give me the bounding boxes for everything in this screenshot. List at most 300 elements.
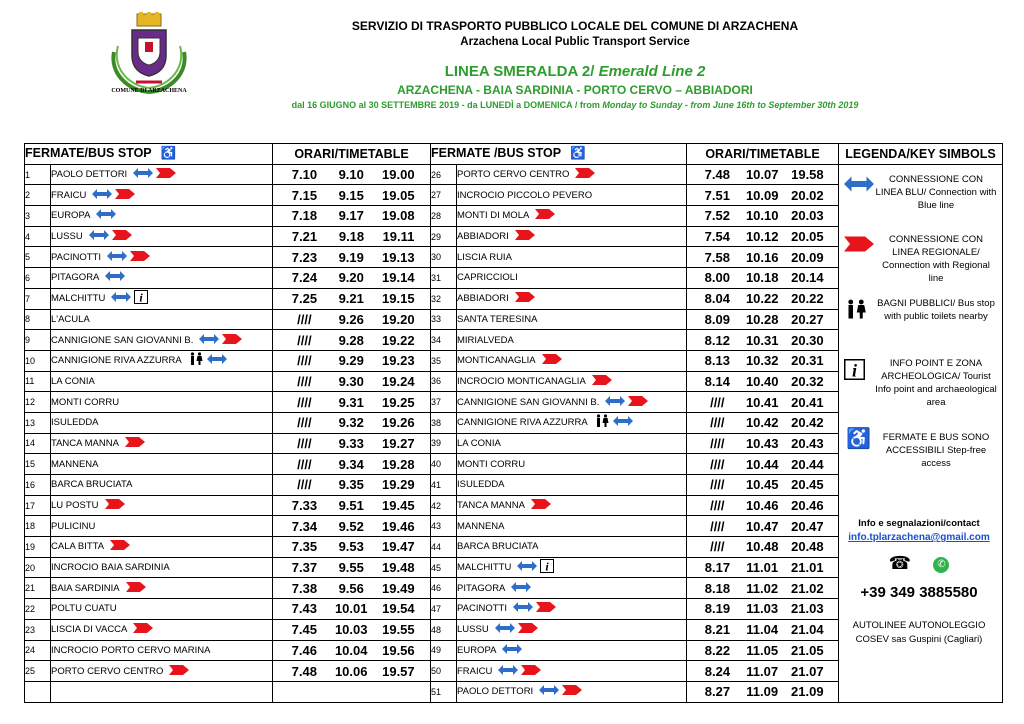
stop-name: ISULEDDA	[51, 417, 99, 429]
stop-times	[273, 516, 431, 537]
telephone-icon: ☎	[888, 553, 911, 573]
accessible-icon: ♿	[570, 146, 586, 161]
time-run-2: 10.41	[745, 394, 779, 410]
stop-times	[687, 537, 839, 558]
time-run-1: 8.19	[704, 601, 731, 617]
stop-times	[687, 206, 839, 227]
stop-icons	[133, 622, 156, 637]
time-run-1: 7.43	[291, 601, 317, 617]
stop-times	[687, 412, 839, 433]
stop-number: 32	[431, 288, 457, 309]
stop-icons	[110, 539, 133, 554]
stop-name-cell	[51, 516, 273, 537]
stop-number: 34	[431, 330, 457, 351]
stop-name-cell	[51, 330, 273, 351]
time-run-2: 10.12	[745, 229, 779, 245]
red-arrow-icon	[844, 235, 874, 257]
stop-times	[273, 206, 431, 227]
regional-line-arrow-icon	[536, 601, 556, 616]
svg-text:i: i	[545, 559, 550, 574]
stop-icons	[92, 188, 138, 203]
legend-red: CONNESSIONE CON LINEA REGIONALE/ Connection with Regional line	[840, 233, 998, 285]
time-run-1: ////	[297, 435, 312, 451]
contact-panel	[840, 518, 998, 647]
time-run-3: 21.07	[791, 663, 824, 679]
stop-number: 40	[431, 454, 457, 475]
time-run-1: 7.24	[291, 270, 318, 286]
stop-name: PACINOTTI	[457, 603, 507, 615]
time-run-2: 9.15	[338, 187, 364, 203]
contact-label: Info e segnalazioni/contact	[858, 518, 980, 529]
stop-number: 29	[431, 226, 457, 247]
stop-number: 46	[431, 578, 457, 599]
time-run-3: 19.00	[382, 167, 415, 183]
time-run-1: 7.58	[704, 249, 730, 265]
time-run-1: 7.37	[291, 560, 318, 576]
regional-line-arrow-icon	[110, 539, 130, 554]
regional-line-arrow-icon	[592, 374, 612, 389]
time-run-3: 19.45	[382, 498, 415, 514]
stop-number: 9	[25, 330, 51, 351]
stop-icons	[89, 229, 135, 244]
stop-number: 26	[431, 164, 457, 185]
blue-line-arrow-icon	[105, 270, 125, 285]
stop-number: 27	[431, 185, 457, 206]
time-run-2: 10.45	[745, 477, 779, 493]
stop-times	[687, 475, 839, 496]
time-run-3: 21.05	[791, 642, 824, 658]
stop-name-cell	[51, 537, 273, 558]
stop-name: CALA BITTA	[51, 541, 105, 553]
stop-number: 42	[431, 495, 457, 516]
regional-line-arrow-icon	[515, 229, 535, 244]
time-run-1: ////	[297, 456, 312, 472]
stop-icons	[517, 559, 557, 576]
route-title: ARZACHENA - BAIA SARDINIA - PORTO CERVO – ABBIADORI	[397, 83, 753, 97]
time-run-2: 10.31	[745, 332, 779, 348]
blue-line-arrow-icon	[605, 395, 625, 410]
stop-name-cell	[51, 557, 273, 578]
time-run-2: 10.43	[745, 435, 779, 451]
time-run-1: 7.25	[291, 291, 318, 307]
time-run-3: 21.03	[791, 601, 824, 617]
stop-name: PORTO CERVO CENTRO	[457, 169, 570, 181]
time-run-2: 10.44	[745, 456, 779, 472]
stop-name-cell	[457, 495, 687, 516]
time-run-2: 10.42	[745, 415, 779, 431]
stop-times	[273, 433, 431, 454]
time-run-1: 7.10	[291, 167, 318, 183]
stop-times	[273, 164, 431, 185]
time-run-2: 10.46	[745, 498, 779, 514]
time-run-1: 8.24	[704, 663, 731, 679]
stop-name: MIRIALVEDA	[457, 334, 514, 346]
time-run-2: 10.16	[745, 249, 779, 265]
time-run-3: 21.04	[791, 622, 824, 638]
stop-icons	[513, 601, 559, 616]
stop-icons	[542, 353, 565, 368]
blue-line-arrow-icon	[613, 415, 633, 430]
stop-times	[273, 185, 431, 206]
time-run-3: 20.09	[791, 249, 824, 265]
stop-name: FRAICU	[51, 189, 87, 201]
regional-line-arrow-icon	[222, 333, 242, 348]
time-run-2: 10.47	[745, 518, 779, 534]
time-run-3: 20.14	[791, 270, 824, 286]
time-run-3: 20.43	[791, 435, 824, 451]
time-run-2: 9.28	[338, 332, 364, 348]
stop-icons	[594, 414, 636, 431]
stop-name-cell	[457, 578, 687, 599]
time-run-1: 7.38	[291, 580, 318, 596]
time-run-2: 10.48	[745, 539, 779, 555]
stop-number: 50	[431, 661, 457, 682]
toilets-icon	[594, 414, 610, 431]
time-run-3: 19.49	[382, 580, 415, 596]
blue-line-arrow-icon	[89, 229, 109, 244]
stop-name: PAOLO DETTORI	[457, 686, 534, 698]
time-run-1: 7.35	[291, 539, 318, 555]
timetable-header-right: ORARI/TIMETABLE	[687, 144, 839, 165]
stop-number: 45	[431, 557, 457, 578]
stop-name-cell	[51, 495, 273, 516]
stop-times	[273, 454, 431, 475]
stop-name: MONTI DI MOLA	[457, 210, 530, 222]
line-title: LINEA SMERALDA 2/ Emerald Line 2	[444, 63, 706, 80]
time-run-1: ////	[297, 373, 312, 389]
validity-dates: dal 16 GIUGNO al 30 SETTEMBRE 2019 - da LUNEDÌ a DOMENICA / from Monday to Sunday - from June 16th to September 30th 2019	[291, 100, 859, 110]
phone-icons	[840, 553, 998, 574]
stop-number: 5	[25, 247, 51, 268]
time-run-1: ////	[710, 539, 725, 555]
stop-name: EUROPA	[51, 210, 91, 222]
regional-line-arrow-icon	[515, 291, 535, 306]
timetable-header-left: ORARI/TIMETABLE	[273, 144, 431, 165]
blue-line-arrow-icon	[513, 601, 533, 616]
stop-header-left: FERMATE/BUS STOP ♿	[25, 144, 273, 165]
stop-name: MONTI CORRU	[457, 458, 526, 470]
time-run-3: 19.22	[382, 332, 415, 348]
stop-times	[687, 350, 839, 371]
stop-icons	[105, 498, 128, 513]
time-run-1: ////	[710, 415, 725, 431]
time-run-2: 9.51	[338, 498, 364, 514]
blue-line-arrow-icon	[495, 622, 515, 637]
time-run-1: ////	[710, 394, 725, 410]
time-run-2: 9.21	[338, 291, 364, 307]
stop-name: ABBIADORI	[457, 293, 509, 305]
time-run-1: ////	[297, 353, 312, 369]
time-run-2: 9.26	[338, 311, 364, 327]
time-run-2: 9.53	[338, 539, 364, 555]
stop-times	[687, 516, 839, 537]
time-run-2: 11.02	[746, 580, 779, 596]
time-run-2: 9.33	[338, 435, 364, 451]
stop-times	[687, 619, 839, 640]
stop-name-cell	[457, 619, 687, 640]
stop-times	[273, 640, 431, 661]
accessible-icon: ♿	[160, 146, 177, 161]
time-run-3: 19.14	[382, 270, 415, 286]
time-run-1: 8.14	[704, 373, 730, 389]
blue-line-arrow-icon	[96, 208, 116, 223]
stop-number: 16	[25, 475, 51, 496]
stop-name: INCROCIO PORTO CERVO MARINA	[51, 644, 211, 656]
stop-name-cell	[51, 371, 273, 392]
time-run-3: 19.57	[382, 663, 415, 679]
blue-line-arrow-icon	[539, 684, 559, 699]
stop-number: 7	[25, 288, 51, 309]
stop-name-cell	[51, 412, 273, 433]
regional-line-arrow-icon	[125, 436, 145, 451]
time-run-1: ////	[710, 498, 725, 514]
stop-name-cell	[457, 288, 687, 309]
time-run-2: 10.03	[334, 622, 368, 638]
time-run-1: 8.18	[704, 580, 731, 596]
time-run-2: 9.31	[338, 394, 364, 410]
stop-times	[687, 247, 839, 268]
stop-number: 20	[25, 557, 51, 578]
time-run-2: 10.40	[745, 373, 779, 389]
time-run-2: 9.17	[338, 208, 364, 224]
time-run-2: 9.19	[338, 249, 364, 265]
stop-number: 3	[25, 206, 51, 227]
stop-times	[273, 288, 431, 309]
time-run-1: 7.15	[291, 187, 318, 203]
time-run-2: 10.18	[745, 270, 779, 286]
stop-times	[273, 226, 431, 247]
time-run-2: 9.52	[338, 518, 364, 534]
stop-name: BARCA BRUCIATA	[51, 479, 133, 491]
stop-number: 15	[25, 454, 51, 475]
stop-times	[687, 268, 839, 289]
regional-line-arrow-icon	[112, 229, 132, 244]
regional-line-arrow-icon	[156, 167, 176, 182]
stop-name: MALCHITTU	[457, 562, 512, 574]
stop-number: 22	[25, 599, 51, 620]
time-run-3: 20.48	[791, 539, 824, 555]
time-run-1: 8.00	[704, 270, 730, 286]
time-run-2: 11.07	[746, 663, 779, 679]
stop-times	[687, 433, 839, 454]
stop-name: INCROCIO PICCOLO PEVERO	[457, 189, 593, 201]
stop-times	[687, 557, 839, 578]
service-title-it: SERVIZIO DI TRASPORTO PUBBLICO LOCALE DEL COMUNE DI ARZACHENA	[351, 19, 799, 33]
time-run-2: 10.06	[334, 663, 368, 679]
stop-name-cell	[51, 454, 273, 475]
stop-name-cell	[457, 185, 687, 206]
stop-icons	[539, 684, 585, 699]
stop-number: 28	[431, 206, 457, 227]
stop-times	[273, 309, 431, 330]
stop-name-cell	[457, 599, 687, 620]
stop-icons	[531, 498, 554, 513]
time-run-3: 21.01	[791, 560, 824, 576]
stop-name-cell	[51, 185, 273, 206]
blue-line-arrow-icon	[199, 333, 219, 348]
stop-times	[273, 557, 431, 578]
stop-icons	[502, 643, 525, 658]
stop-name: INCROCIO MONTICANAGLIA	[457, 375, 586, 387]
time-run-2: 9.29	[338, 353, 364, 369]
comune-crest-logo	[106, 12, 192, 96]
legend-header: LEGENDA/KEY SIMBOLS	[839, 144, 1003, 165]
stop-name-cell	[457, 557, 687, 578]
stop-name: LA CONIA	[51, 375, 95, 387]
regional-line-arrow-icon	[562, 684, 582, 699]
operator-company: AUTOLINEE AUTONOLEGGIO COSEV sas Guspini (Cagliari)	[852, 620, 986, 645]
time-run-1: 7.48	[291, 663, 317, 679]
contact-email-link[interactable]: info.tplarzachena@gmail.com	[848, 532, 990, 543]
stop-times	[273, 412, 431, 433]
regional-line-arrow-icon	[133, 622, 153, 637]
time-run-2: 10.22	[745, 291, 779, 307]
stop-number: 41	[431, 475, 457, 496]
stop-name-cell	[51, 309, 273, 330]
stop-name-cell	[457, 433, 687, 454]
stop-number: 35	[431, 350, 457, 371]
time-run-3: 20.32	[791, 373, 824, 389]
blue-line-arrow-icon	[133, 167, 153, 182]
stop-icons	[125, 436, 148, 451]
stop-icons	[199, 333, 245, 348]
stop-name: CANNIGIONE SAN GIOVANNI B.	[457, 396, 600, 408]
stop-number: 44	[431, 537, 457, 558]
time-run-3: 19.20	[382, 311, 415, 327]
time-run-2: 10.01	[334, 601, 368, 617]
stop-name: LISCIA DI VACCA	[51, 624, 128, 636]
time-run-2: 10.10	[745, 208, 779, 224]
stop-times	[687, 164, 839, 185]
blue-line-arrow-icon	[517, 560, 537, 575]
stop-name: MONTICANAGLIA	[457, 355, 536, 367]
stop-number: 48	[431, 619, 457, 640]
regional-line-arrow-icon	[126, 581, 146, 596]
time-run-3: 19.47	[382, 539, 415, 555]
service-title-en: Arzachena Local Public Transport Service	[460, 36, 690, 48]
stop-icons	[495, 622, 541, 637]
time-run-2: 9.55	[338, 560, 364, 576]
stop-name: LA CONIA	[457, 437, 501, 449]
stop-name: BAIA SARDINIA	[51, 582, 120, 594]
time-run-3: 19.58	[791, 167, 824, 183]
stop-name-cell	[51, 578, 273, 599]
time-run-2: 9.30	[338, 373, 364, 389]
stop-name-cell	[457, 516, 687, 537]
stop-times	[687, 578, 839, 599]
stop-name-cell	[457, 392, 687, 413]
time-run-3: 21.09	[791, 684, 824, 700]
time-run-1: 7.34	[291, 518, 318, 534]
stop-times	[687, 309, 839, 330]
stop-name: PULICINU	[51, 520, 96, 532]
stop-number: 21	[25, 578, 51, 599]
stop-name: FRAICU	[457, 665, 493, 677]
stop-number: 24	[25, 640, 51, 661]
stop-name-cell	[51, 619, 273, 640]
stop-times	[273, 350, 431, 371]
stop-icons	[126, 581, 149, 596]
stop-name-cell	[457, 475, 687, 496]
legend-info: i INFO POINT E ZONA ARCHEOLOGICA/ Tourist Info point and archaeological area	[840, 357, 998, 409]
time-run-1: 8.22	[704, 642, 731, 658]
time-run-1: 7.18	[291, 208, 318, 224]
stop-name: ISULEDDA	[457, 479, 505, 491]
time-run-3: 19.54	[382, 601, 415, 617]
time-run-3: 19.48	[382, 560, 415, 576]
time-run-3: 19.24	[382, 373, 415, 389]
stop-name-cell	[457, 247, 687, 268]
stop-name: MANNENA	[457, 520, 505, 532]
stop-times	[687, 454, 839, 475]
time-run-1: ////	[297, 311, 312, 327]
svg-text:i: i	[139, 290, 144, 305]
time-run-2: 9.56	[338, 580, 364, 596]
stop-number: 2	[25, 185, 51, 206]
time-run-3: 20.31	[791, 353, 824, 369]
contact-phone: +39 349 3885580	[860, 584, 978, 601]
time-run-3: 20.44	[791, 456, 824, 472]
time-run-1: ////	[297, 477, 312, 493]
stop-name-cell	[51, 350, 273, 371]
stop-name-cell	[457, 681, 687, 702]
time-run-3: 19.56	[382, 642, 415, 658]
stop-times	[273, 495, 431, 516]
stop-name: MALCHITTU	[51, 293, 106, 305]
stop-icons	[107, 250, 153, 265]
stop-times	[273, 247, 431, 268]
time-run-2: 9.10	[338, 167, 364, 183]
time-run-3: 19.28	[382, 456, 415, 472]
regional-line-arrow-icon	[542, 353, 562, 368]
info-point-icon	[134, 290, 148, 307]
stop-number: 8	[25, 309, 51, 330]
info-point-icon	[844, 359, 865, 384]
time-run-3: 19.15	[382, 291, 415, 307]
stop-number: 19	[25, 537, 51, 558]
stop-icons	[133, 167, 179, 182]
wheelchair-icon: ♿	[846, 428, 871, 450]
stop-name-cell	[51, 433, 273, 454]
stop-number: 25	[25, 661, 51, 682]
svg-text:i: i	[851, 360, 858, 380]
stop-name-cell	[457, 309, 687, 330]
stop-number: 12	[25, 392, 51, 413]
time-run-1: 7.21	[291, 229, 318, 245]
stop-number: 10	[25, 350, 51, 371]
time-run-2: 9.35	[338, 477, 364, 493]
stop-name-cell	[457, 537, 687, 558]
info-point-icon	[540, 559, 554, 576]
document-header	[250, 18, 900, 112]
stop-name: LU POSTU	[51, 500, 99, 512]
stop-number: 11	[25, 371, 51, 392]
time-run-3: 20.27	[791, 311, 824, 327]
stop-name: CAPRICCIOLI	[457, 272, 518, 284]
blue-line-arrow-icon	[92, 188, 112, 203]
stop-times	[687, 330, 839, 351]
stop-name-cell	[457, 330, 687, 351]
time-run-1: ////	[710, 435, 725, 451]
stop-name-cell	[457, 350, 687, 371]
stop-name-cell	[51, 268, 273, 289]
time-run-1: 7.45	[291, 622, 317, 638]
time-run-1: ////	[297, 394, 312, 410]
stop-icons	[592, 374, 615, 389]
time-run-3: 20.30	[791, 332, 824, 348]
stop-icons	[515, 229, 538, 244]
stop-number: 30	[431, 247, 457, 268]
